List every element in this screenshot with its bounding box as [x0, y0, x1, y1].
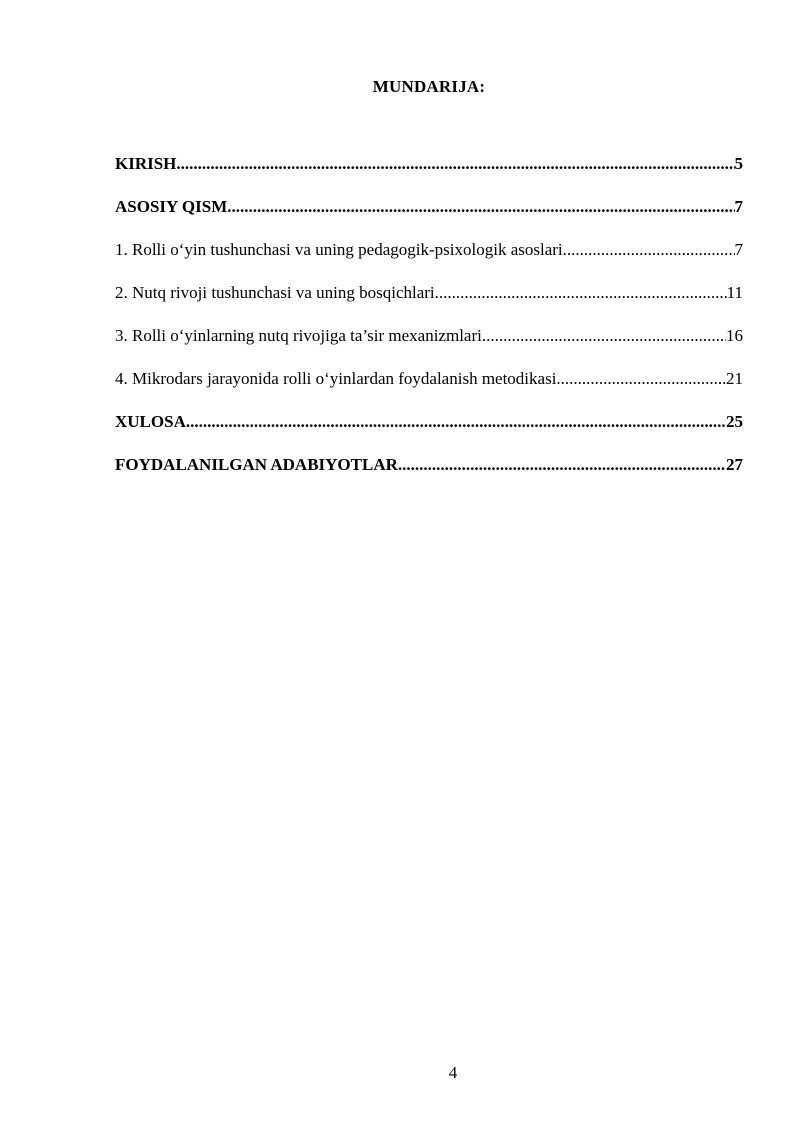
toc-entry-page: 11	[726, 283, 743, 302]
toc-leader-dots	[435, 279, 727, 307]
toc-entry-asosiy-qism	[115, 193, 743, 236]
table-of-contents	[115, 150, 743, 494]
toc-entry-section-2	[115, 279, 743, 322]
toc-entry-label: 3. Rolli o‘yinlarning nutq rivojiga ta’sir mexanizmlari	[115, 326, 482, 345]
toc-leader-dots	[556, 365, 726, 393]
toc-entry-page: 7	[734, 197, 743, 216]
toc-entry-page: 5	[734, 154, 743, 173]
toc-leader-dots	[227, 193, 734, 221]
toc-entry-page: 25	[726, 412, 743, 431]
toc-entry-label: 2. Nutq rivoji tushunchasi va uning bosqichlari	[115, 283, 435, 302]
toc-entry-section-3	[115, 322, 743, 365]
toc-entry-adabiyotlar	[115, 451, 743, 494]
toc-leader-dots	[482, 322, 726, 350]
toc-entry-label: 4. Mikrodars jarayonida rolli o‘yinlardan foydalanish metodikasi	[115, 369, 557, 388]
toc-leader-dots	[176, 150, 734, 178]
toc-entry-label: FOYDALANILGAN ADABIYOTLAR	[115, 455, 398, 474]
toc-entry-page: 27	[726, 455, 743, 474]
toc-entry-xulosa	[115, 408, 743, 451]
toc-entry-section-1	[115, 236, 743, 279]
toc-entry-label: XULOSA	[115, 412, 186, 431]
toc-entry-label: 1. Rolli o‘yin tushunchasi va uning pedagogik-psixologik asoslari	[115, 240, 563, 259]
toc-entry-page: 21	[726, 369, 743, 388]
toc-entry-page: 7	[734, 240, 743, 259]
toc-leader-dots	[186, 408, 726, 436]
toc-entry-page: 16	[726, 326, 743, 345]
toc-title: MUNDARIJA:	[372, 77, 486, 96]
page-number: 4	[448, 1063, 458, 1082]
toc-entry-kirish	[115, 150, 743, 193]
toc-entry-section-4	[115, 365, 743, 408]
toc-entry-label: KIRISH	[115, 154, 177, 173]
toc-leader-dots	[563, 236, 735, 264]
toc-leader-dots	[398, 451, 726, 479]
toc-entry-label: ASOSIY QISM	[115, 197, 228, 216]
